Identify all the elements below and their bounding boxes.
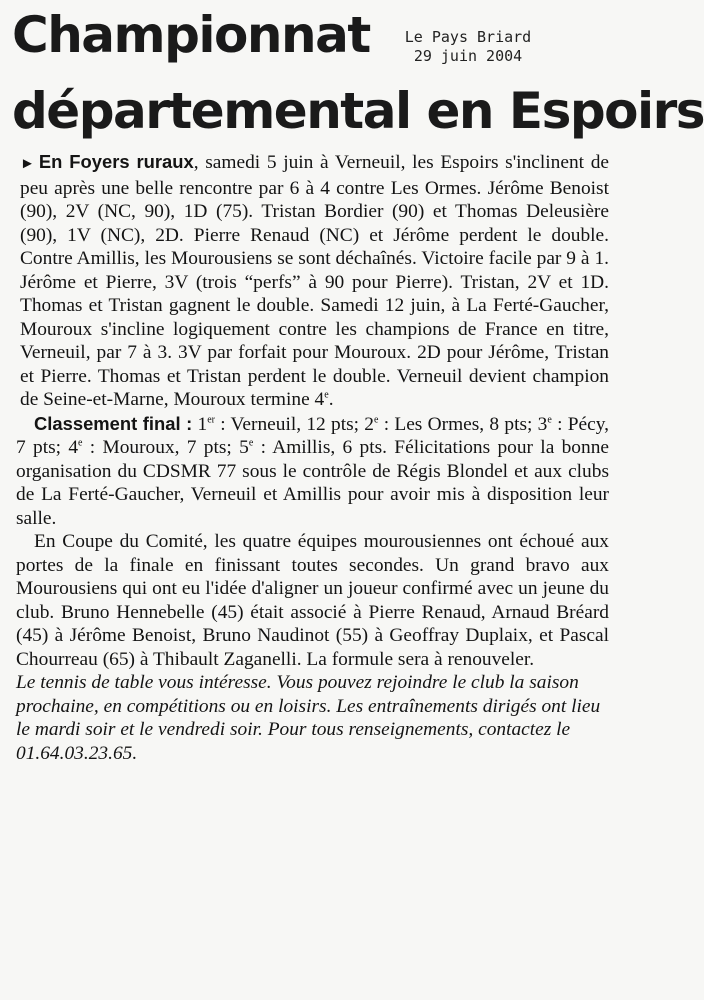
article-body [16,150,609,765]
standings-heading: Classement final : [34,412,193,434]
ordinal-suffix: e [78,437,83,449]
ordinal-suffix: er [207,414,215,426]
source-name: Le Pays Briard [404,28,532,46]
headline-line-1: Championnat [12,6,370,64]
standings-text: : Les Ormes, 8 pts; 3 [378,413,548,435]
invitation-text: Le tennis de table vous intéresse. Vous pouvez rejoindre le club la saison prochaine, en compétitions ou en loisirs. Les entraînements dirigés ont lieu le mardi soir et le vendredi soir. Pour tous renseignements, contactez le 01.64.03.23.65. [16,672,601,764]
standings-text: : Mouroux, 7 pts; 5 [82,437,249,458]
source-date: 29 juin 2004 [413,47,523,65]
standings-text: : Pécy, 7 pts; 4 [16,413,610,458]
paragraph-end: . [328,389,334,410]
standings-text: : Amillis, 6 pts. Félicitations pour la bonne organisation du CDSMR 77 sous le contrôle de Régis Blondel et aux clubs de La Ferté-Gaucher, Verneuil et Amillis pour avoir mis à disposition leur salle. [16,437,609,529]
source-stamp [380,28,556,66]
paragraph-cup: En Coupe du Comité, les quatre équipes mourousiennes ont échoué aux portes de la finale en finissant toutes secondes. Un grand bravo aux Mourousiens qui ont eu l'idée d'aligner un joueur confirmé avec un jeune du club. Bruno Hennebelle (45) était associé à Pierre Renaud, Arnaud Bréard (45) à Jérôme Benoist, Bruno Naudinot (55) à Geoffray Duplaix, et Pascal Chourreau (65) à Thibault Zaganelli. La formule sera à renouveler. [16,531,609,670]
paragraph-invitation [16,671,609,765]
headline-line-2: départemental en Espoirs [12,82,704,140]
ordinal-suffix: e [547,414,552,426]
paragraph-text: , samedi 5 juin à Verneuil, les Espoirs s'inclinent de peu après une belle rencontre par 6 à 4 contre Les Ormes. Jérôme Benoist (90), 2V (NC, 90), 1D (75). Tristan Bordier (90) et Thomas Deleusière (90), 1V (NC), 2D. Pierre Renaud (NC) et Jérôme perdent le double. Contre Amillis, les Mourousiens se sont déchaînés. Victoire facile par 9 à 1. Jérôme et Pierre, 3V (trois “perfs” à 90 pour Pierre). Tristan, 2V et 1D. Thomas et Tristan gagnent le double. Samedi 12 juin, à La Ferté-Gaucher, Mouroux s'incline logiquement contre les champions de France en titre, Verneuil, par 7 à 3. 3V par forfait pour Mouroux. 2D pour Jérôme, Tristan et Pierre. Thomas et Tristan perdent le double. Verneuil devient champion de Seine-et-Marne, Mouroux termine 4 [20,152,609,410]
paragraph-results [16,150,609,412]
standings-text: : Verneuil, 12 pts; 2 [214,413,374,435]
paragraph-standings [16,412,609,531]
ordinal-suffix: e [324,389,329,401]
lead-in: En Foyers ruraux [38,151,194,172]
ordinal-suffix: e [373,414,379,426]
arrow-icon: ► [20,156,35,172]
standings-text: 1 [192,413,208,435]
ordinal-suffix: e [248,437,254,449]
